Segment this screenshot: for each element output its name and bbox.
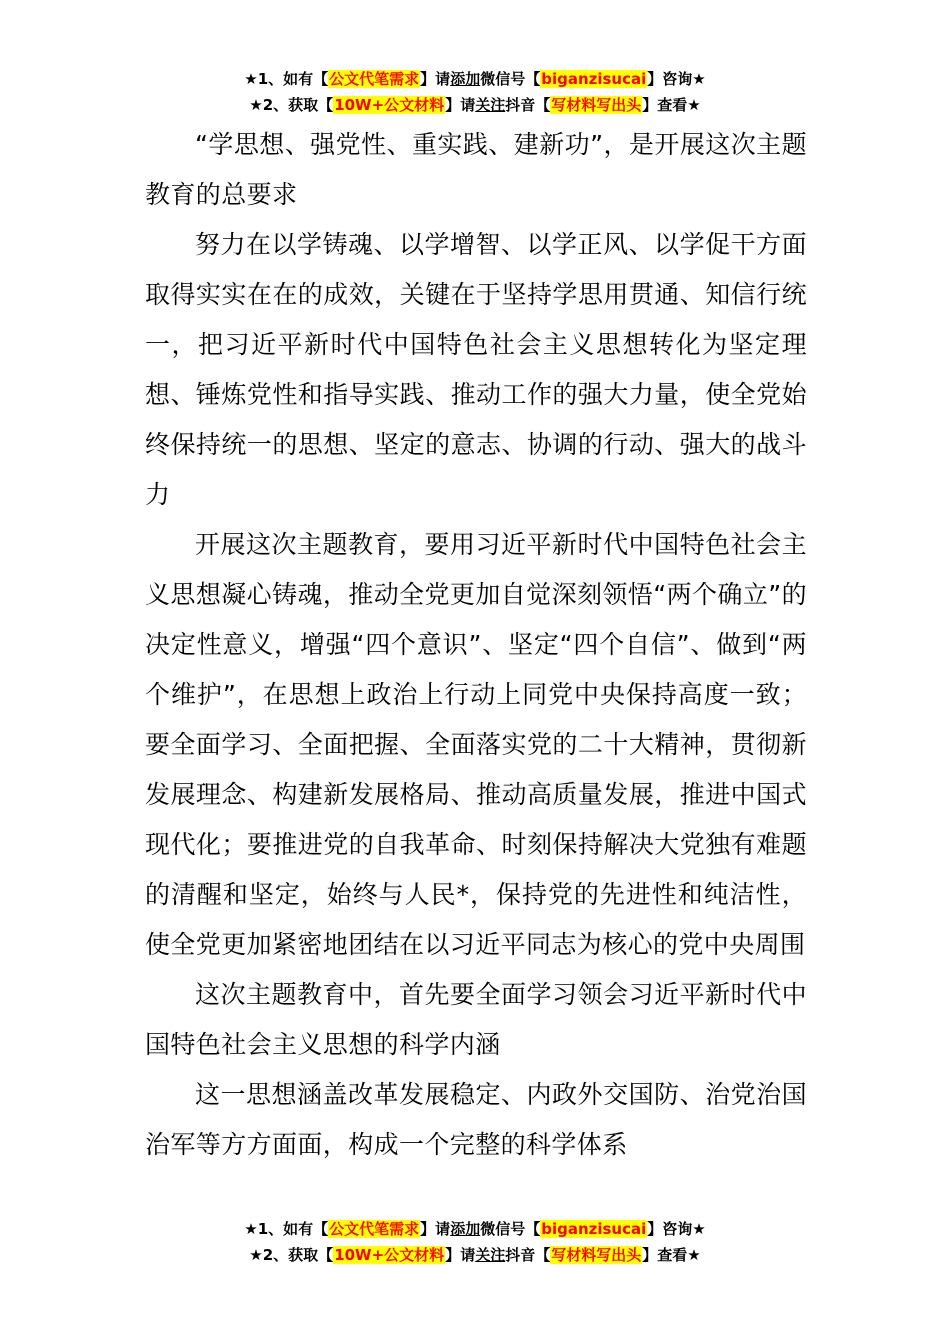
highlight-wechat-id: biganzisucai [541,70,647,88]
banner-text: ★1、如有【 [244,1220,329,1238]
banner-text: 】咨询★ [647,1220,706,1238]
document-body [145,120,807,1170]
underlined-add: 添加 [450,70,481,88]
header-banner [0,66,950,118]
underlined-follow: 关注 [475,1246,506,1264]
banner-text: 】请 [445,96,476,114]
highlight-douyin-account: 写材料写出头 [551,1246,642,1264]
banner-text: ★2、获取【 [249,96,334,114]
paragraph: 开展这次主题教育，要用习近平新时代中国特色社会主义思想凝心铸魂，推动全党更加自觉深刻领悟“两个确立”的决定性意义，增强“四个意识”、坚定“四个自信”、做到“两个维护”，在思想上政治上行动上同党中央保持高度一致；要全面学习、全面把握、全面落实党的二十大精神，贯彻新发展理念、构建新发展格局、推动高质量发展，推进中国式现代化；要推进党的自我革命、时刻保持解决大党独有难题的清醒和坚定，始终与人民*，保持党的先进性和纯洁性，使全党更加紧密地团结在以习近平同志为核心的党中央周围 [145,530,807,959]
highlight-ghostwriting: 公文代笔需求 [329,1220,420,1238]
banner-line-2 [0,92,950,118]
paragraph: 努力在以学铸魂、以学增智、以学正风、以学促干方面取得实实在在的成效，关键在于坚持学思用贯通、知信行统一，把习近平新时代中国特色社会主义思想转化为坚定理想、锤炼党性和指导实践、推动工作的强大力量，使全党始终保持统一的思想、坚定的意志、协调的行动、强大的战斗力 [145,230,807,509]
banner-line-1 [0,1216,950,1242]
paragraph: 这次主题教育中，首先要全面学习领会习近平新时代中国特色社会主义思想的科学内涵 [145,980,807,1059]
paragraph: 这一思想涵盖改革发展稳定、内政外交国防、治党治国治军等方方面面，构成一个完整的科学体系 [145,1080,807,1159]
highlight-wechat-id: biganzisucai [541,1220,647,1238]
banner-line-2 [0,1242,950,1268]
banner-text: 】请 [420,1220,451,1238]
banner-text: ★2、获取【 [249,1246,334,1264]
banner-text: 抖音【 [505,1246,551,1264]
banner-text: 】查看★ [642,1246,701,1264]
footer-banner [0,1216,950,1268]
highlight-ghostwriting: 公文代笔需求 [329,70,420,88]
banner-text: 微信号【 [480,1220,541,1238]
highlight-materials: 10W+公文材料 [334,96,445,114]
banner-text: 】请 [445,1246,476,1264]
highlight-douyin-account: 写材料写出头 [551,96,642,114]
banner-text: 】咨询★ [647,70,706,88]
highlight-materials: 10W+公文材料 [334,1246,445,1264]
banner-text: 】请 [420,70,451,88]
underlined-follow: 关注 [475,96,506,114]
paragraph: “学思想、强党性、重实践、建新功”，是开展这次主题教育的总要求 [145,130,807,209]
banner-text: 微信号【 [480,70,541,88]
underlined-add: 添加 [450,1220,481,1238]
banner-text: 】查看★ [642,96,701,114]
banner-text: ★1、如有【 [244,70,329,88]
banner-line-1 [0,66,950,92]
banner-text: 抖音【 [505,96,551,114]
